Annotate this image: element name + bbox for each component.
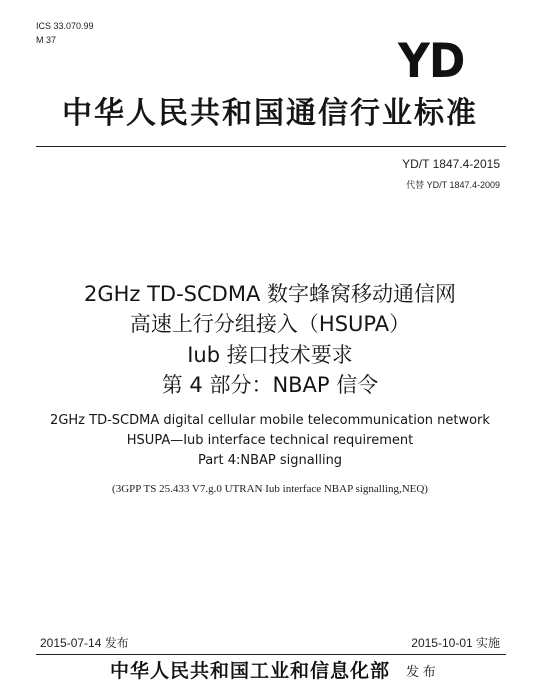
title-cn-line-3: Iub 接口技术要求 (187, 343, 353, 367)
title-cn-line-2: 高速上行分组接入（HSUPA） (129, 312, 411, 336)
top-divider (36, 146, 506, 147)
issue-label: 发 布 (406, 664, 436, 679)
identical-to-note: (3GPP TS 25.433 V7.g.0 UTRAN Iub interface NBAP signalling,NEQ) (112, 483, 428, 495)
title-en-line-3: Part 4:NBAP signalling (197, 453, 343, 468)
title-en-line-1: 2GHz TD-SCDMA digital cellular mobile telecommunication network (50, 413, 490, 428)
bottom-divider (36, 654, 506, 655)
yd-logo: YD (398, 33, 465, 89)
standard-type-title: 中华人民共和国通信行业标准 (62, 96, 478, 131)
title-cn-line-1: 2GHz TD-SCDMA 数字蜂窝移动通信网 (83, 282, 457, 306)
title-cn-line-4: 第 4 部分：NBAP 信令 (161, 373, 379, 397)
standard-number: YD/T 1847.4-2015 (402, 157, 500, 171)
issuing-authority: 中华人民共和国工业和信息化部 (110, 660, 391, 682)
replaces-note: 代替 YD/T 1847.4-2009 (406, 180, 500, 190)
ccs-code: M 37 (36, 35, 57, 45)
ics-code: ICS 33.070.99 (36, 21, 94, 31)
title-en-line-2: HSUPA—Iub interface technical requirement (126, 433, 414, 448)
implement-date: 2015-10-01 实施 (411, 636, 500, 650)
publish-date: 2015-07-14 发布 (40, 636, 129, 650)
